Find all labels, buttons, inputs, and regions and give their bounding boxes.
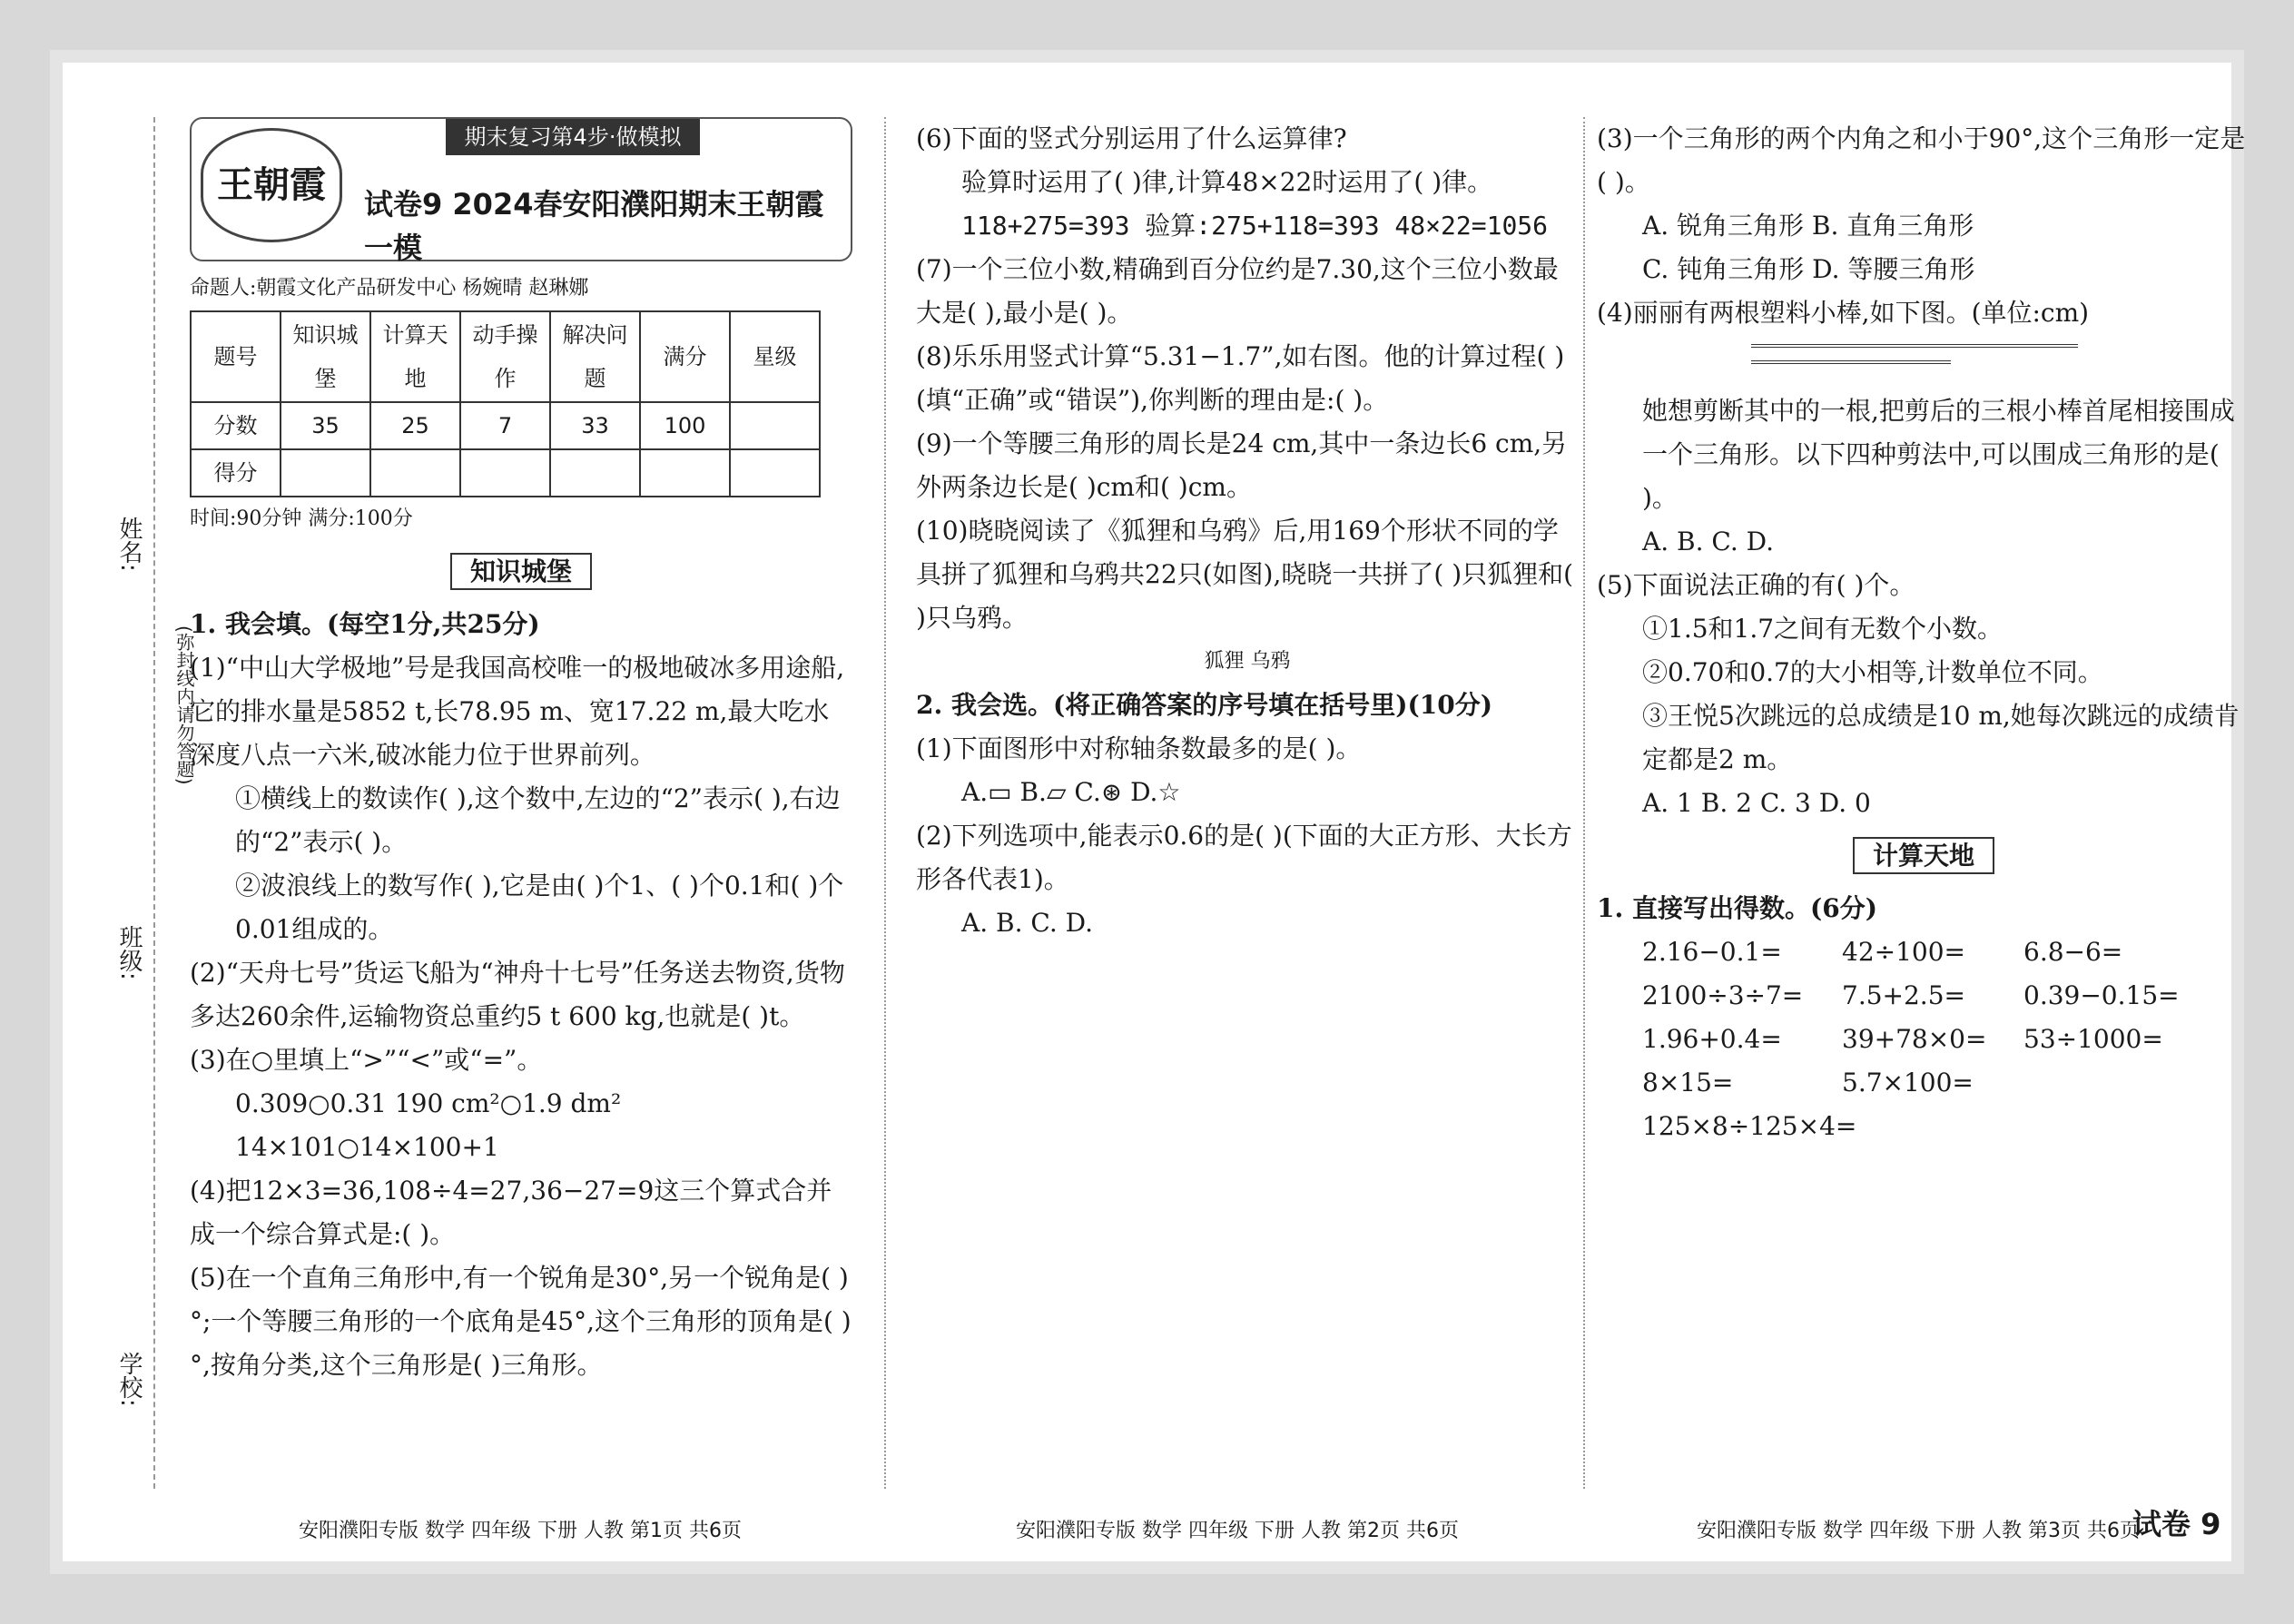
class-label: 班级:: [115, 925, 143, 980]
divider: [884, 117, 886, 1489]
sticks-figure: [1751, 344, 2250, 389]
school-label: 学校:: [115, 1352, 143, 1407]
column-1: 王朝霞 期末复习第4步·做模拟 试卷9 2024春安阳濮阳期末王朝霞一模 命题人:朝霞文化产品研发中心 杨婉晴 赵琳娜 题号 知识城堡 计算天地 动手操作 解决问题 满分 星级 分数 35 25 7 33 100 得分 时间:90分钟 满分:100分 知识城堡 1. 我会填。(每空1分,共25分) (1)“中山大学极地”号是我国高校唯一的极地破冰多用途船,它的排水量是5852 t,长78.95 m、宽17.22 m,最大吃水深度八点一六米,破冰能力位于世界前列。 ①横线上的数读作( ),这个数中,左边的“2”表示( ),右边的“2”表示( )。 ②波浪线上的数写作( ),它是由( )个1、( )个0.1和( )个0.01组成的。 (2)“天舟七号”货运飞船为“神舟十七号”任务送去物资,货物多达260余件,运输物资总重约5 t 600 kg,也就是( )t。 (3)在○里填上“>”“<”或“=”。 0.309○0.31 190 cm²○1.9 dm² 14×101○14×100+1 (4)把12×3=36,108÷4=27,36−27=9这三个算式合并成一个综合算式是:( )。 (5)在一个直角三角形中,有一个锐角是30°,另一个锐角是( )°;一个等腰三角形的一个底角是45°,这个三角形的顶角是( )°,按角分类,这个三角形是( )三角形。: [190, 117, 852, 1489]
name-label: 姓名:: [115, 517, 143, 572]
paper-title: 试卷9 2024春安阳濮阳期末王朝霞一模: [364, 187, 824, 265]
vertical-calc: 118+275=393 验算:275+118=393 48×22=1056: [961, 211, 1549, 241]
calc-grid: 2.16−0.1= 42÷100= 6.8−6= 2100÷3÷7= 7.5+2.5= 0.39−0.15= 1.96+0.4= 39+78×0= 53÷1000= 8×15= 5.7×100= 125×8÷125×4=: [1642, 937, 2180, 1141]
header-box: [190, 117, 852, 265]
score-table: 题号 知识城堡 计算天地 动手操作 解决问题 满分 星级 分数 35 25 7 33 100 得分: [190, 310, 821, 497]
footer-1: 安阳濮阳专版 数学 四年级 下册 人教 第1页 共6页: [299, 1520, 742, 1542]
divider: [1583, 117, 1585, 1489]
section-calc: 计算天地: [1597, 834, 2250, 878]
section-knowledge: 知识城堡: [190, 550, 852, 594]
footer-3: 安阳濮阳专版 数学 四年级 下册 人教 第3页 共6页: [1697, 1520, 2140, 1542]
column-3: (3)一个三角形的两个内角之和小于90°,这个三角形一定是( )。 A. 锐角三角形 B. 直角三角形 C. 钝角三角形 D. 等腰三角形 (4)丽丽有两根塑料小棒,如下图。(单位:cm) 她想剪断其中的一根,把剪后的三根小棒首尾相接围成一个三角形。以下四种剪法中,可以围成三角形的是( )。 A. B. C. D. (5)下面说法正确的有( )个。 ①1.5和1.7之间有无数个小数。 ②0.70和0.7的大小相等,计数单位不同。 ③王悦5次跳远的总成绩是10 m,她每次跳远的成绩肯定都是2 m。 A. 1 B. 2 C. 3 D. 0 计算天地 1. 直接写出得数。(6分) 2.16−0.1= 42÷100= 6.8−6= 2100÷3÷7= 7.5+2.5= 0.39−0.15= 1.96+0.4= 39+78×0= 53÷1000= 8×15= 5.7×100= 125×8÷125×4=: [1597, 117, 2250, 1489]
step-bar: 期末复习第4步·做模拟: [446, 119, 700, 155]
paper-number: 试卷 9: [2132, 1507, 2221, 1541]
logo: 王朝霞: [201, 128, 342, 242]
footer-2: 安阳濮阳专版 数学 四年级 下册 人教 第2页 共6页: [1016, 1520, 1459, 1542]
column-2: (6)下面的竖式分别运用了什么运算律? 验算时运用了( )律,计算48×22时运用了( )律。 118+275=393 验算:275+118=393 48×22=1056 (7)一个三位小数,精确到百分位约是7.30,这个三位小数最大是( ),最小是( )。 (8)乐乐用竖式计算“5.31−1.7”,如右图。他的计算过程( )(填“正确”或“错误”),你判断的理由是:( )。 (9)一个等腰三角形的周长是24 cm,其中一条边长6 cm,另外两条边长是( )cm和( )cm。 (10)晓晓阅读了《狐狸和乌鸦》后,用169个形状不同的学具拼了狐狸和乌鸦共22只(如图),晓晓一共拼了( )只狐狸和( )只乌鸦。 狐狸 乌鸦 2. 我会选。(将正确答案的序号填在括号里)(10分) (1)下面图形中对称轴条数最多的是( )。 A.▭ B.▱ C.⊛ D.☆ (2)下列选项中,能表示0.6的是( )(下面的大正方形、大长方形各代表1)。 A. B. C. D.: [916, 117, 1579, 1489]
exam-page: [50, 50, 2244, 1574]
seal-line: [153, 117, 155, 1489]
tangram-caption: 狐狸 乌鸦: [1204, 650, 1291, 673]
seal-note: (弥封线内请勿答题): [173, 625, 195, 785]
authors: 命题人:朝霞文化产品研发中心 杨婉晴 赵琳娜: [190, 277, 589, 300]
time-note: 时间:90分钟 满分:100分: [190, 507, 413, 530]
q1-title: 1. 我会填。(每空1分,共25分): [190, 609, 540, 639]
